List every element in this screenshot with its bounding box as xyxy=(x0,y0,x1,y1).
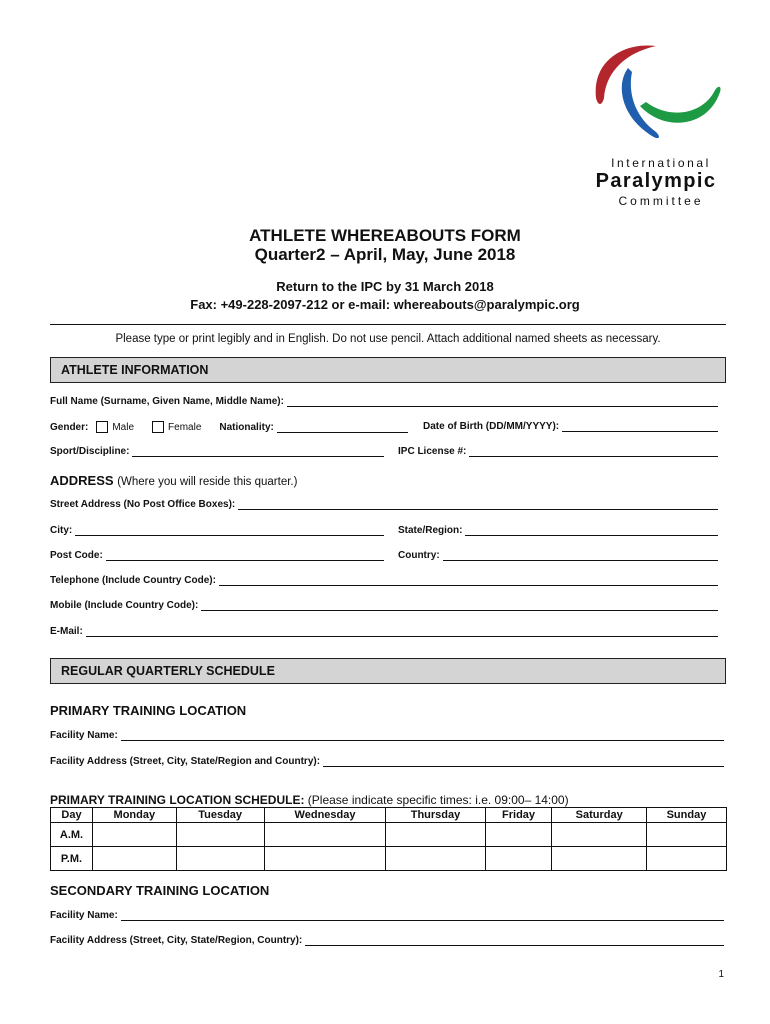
cell-friday-am[interactable] xyxy=(485,823,552,847)
secondary-location-heading: SECONDARY TRAINING LOCATION xyxy=(50,883,270,898)
cell-tuesday-am[interactable] xyxy=(176,823,264,847)
cell-sunday-pm[interactable] xyxy=(646,847,726,871)
post-code-field[interactable]: Post Code: xyxy=(50,550,384,561)
full-name-input[interactable] xyxy=(287,396,718,407)
telephone-input[interactable] xyxy=(219,575,718,586)
secondary-facility-name-input[interactable] xyxy=(121,910,724,921)
section-title: REGULAR QUARTERLY SCHEDULE xyxy=(61,664,275,678)
col-tuesday: Tuesday xyxy=(176,808,264,823)
full-name-field[interactable]: Full Name (Surname, Given Name, Middle Name): xyxy=(50,396,718,407)
schedule-table xyxy=(50,807,727,871)
col-day: Day xyxy=(51,808,93,823)
dob-field[interactable]: Date of Birth (DD/MM/YYYY): xyxy=(423,421,718,432)
mobile-input[interactable] xyxy=(201,600,718,611)
street-input[interactable] xyxy=(238,499,718,510)
row-label-am: A.M. xyxy=(51,823,93,847)
cell-monday-am[interactable] xyxy=(93,823,177,847)
post-code-input[interactable] xyxy=(106,550,384,561)
schedule-section xyxy=(50,658,726,684)
form-subtitle: Quarter2 – April, May, June 2018 xyxy=(254,245,516,264)
col-saturday: Saturday xyxy=(552,808,646,823)
email-field[interactable]: E-Mail: xyxy=(50,626,718,637)
nationality-input[interactable] xyxy=(277,422,408,433)
telephone-field[interactable]: Telephone (Include Country Code): xyxy=(50,575,718,586)
state-input[interactable] xyxy=(465,525,718,536)
address-heading: ADDRESS (Where you will reside this quarter.) xyxy=(50,473,298,488)
cell-monday-pm[interactable] xyxy=(93,847,177,871)
primary-location-heading: PRIMARY TRAINING LOCATION xyxy=(50,703,247,718)
ipc-license-input[interactable] xyxy=(469,446,718,457)
cell-thursday-pm[interactable] xyxy=(386,847,485,871)
secondary-facility-name-field[interactable]: Facility Name: xyxy=(50,910,724,921)
secondary-facility-address-field[interactable]: Facility Address (Street, City, State/Region, Country): xyxy=(50,935,724,946)
female-checkbox[interactable] xyxy=(152,421,164,433)
row-label-pm: P.M. xyxy=(51,847,93,871)
cell-tuesday-pm[interactable] xyxy=(176,847,264,871)
cell-wednesday-pm[interactable] xyxy=(264,847,386,871)
page-number: 1 xyxy=(718,969,724,980)
cell-saturday-am[interactable] xyxy=(552,823,646,847)
contact-info: Fax: +49-228-2097-212 or e-mail: whereabouts@paralympic.org xyxy=(190,297,580,312)
col-sunday: Sunday xyxy=(646,808,726,823)
country-field[interactable]: Country: xyxy=(398,550,718,561)
instructions: Please type or print legibly and in English. Do not use pencil. Attach additional named sheets as necessary. xyxy=(115,333,661,345)
primary-facility-address-field[interactable]: Facility Address (Street, City, State/Region and Country): xyxy=(50,756,724,767)
state-field[interactable]: State/Region: xyxy=(398,525,718,536)
logo-text-committee: Committee xyxy=(618,194,704,208)
logo-text-paralympic: Paralympic xyxy=(595,170,717,192)
cell-wednesday-am[interactable] xyxy=(264,823,386,847)
col-friday: Friday xyxy=(485,808,552,823)
schedule-table-title: PRIMARY TRAINING LOCATION SCHEDULE: (Please indicate specific times: i.e. 09:00– 14:00) xyxy=(50,793,569,807)
sport-field[interactable]: Sport/Discipline: xyxy=(50,446,384,457)
table-header-row xyxy=(51,808,727,823)
street-field[interactable]: Street Address (No Post Office Boxes): xyxy=(50,499,718,510)
sport-input[interactable] xyxy=(132,446,384,457)
form-title: ATHLETE WHEREABOUTS FORM xyxy=(249,226,521,245)
table-row xyxy=(51,847,727,871)
male-checkbox[interactable] xyxy=(96,421,108,433)
country-input[interactable] xyxy=(443,550,718,561)
dob-input[interactable] xyxy=(562,421,718,432)
col-monday: Monday xyxy=(93,808,177,823)
athlete-info-section xyxy=(50,357,726,383)
ipc-license-field[interactable]: IPC License #: xyxy=(398,446,718,457)
col-thursday: Thursday xyxy=(386,808,485,823)
city-field[interactable]: City: xyxy=(50,525,384,536)
city-input[interactable] xyxy=(75,525,384,536)
logo-text-international: International xyxy=(611,156,711,170)
gender-female-option[interactable]: Female xyxy=(152,421,201,433)
section-title: ATHLETE INFORMATION xyxy=(61,363,209,377)
primary-facility-address-input[interactable] xyxy=(323,756,724,767)
cell-thursday-am[interactable] xyxy=(386,823,485,847)
email-input[interactable] xyxy=(86,626,718,637)
ipc-agitos-logo xyxy=(588,40,724,144)
gender-male-option[interactable]: Male xyxy=(96,421,134,433)
divider xyxy=(50,324,726,325)
cell-friday-pm[interactable] xyxy=(485,847,552,871)
agito-green xyxy=(640,87,721,123)
cell-sunday-am[interactable] xyxy=(646,823,726,847)
gender-nationality-row: Gender: Male Female Nationality: xyxy=(50,421,408,433)
agito-blue xyxy=(622,68,659,138)
primary-facility-name-field[interactable]: Facility Name: xyxy=(50,730,724,741)
table-row xyxy=(51,823,727,847)
cell-saturday-pm[interactable] xyxy=(552,847,646,871)
return-deadline: Return to the IPC by 31 March 2018 xyxy=(276,279,494,294)
mobile-field[interactable]: Mobile (Include Country Code): xyxy=(50,600,718,611)
col-wednesday: Wednesday xyxy=(264,808,386,823)
secondary-facility-address-input[interactable] xyxy=(305,935,724,946)
primary-facility-name-input[interactable] xyxy=(121,730,724,741)
